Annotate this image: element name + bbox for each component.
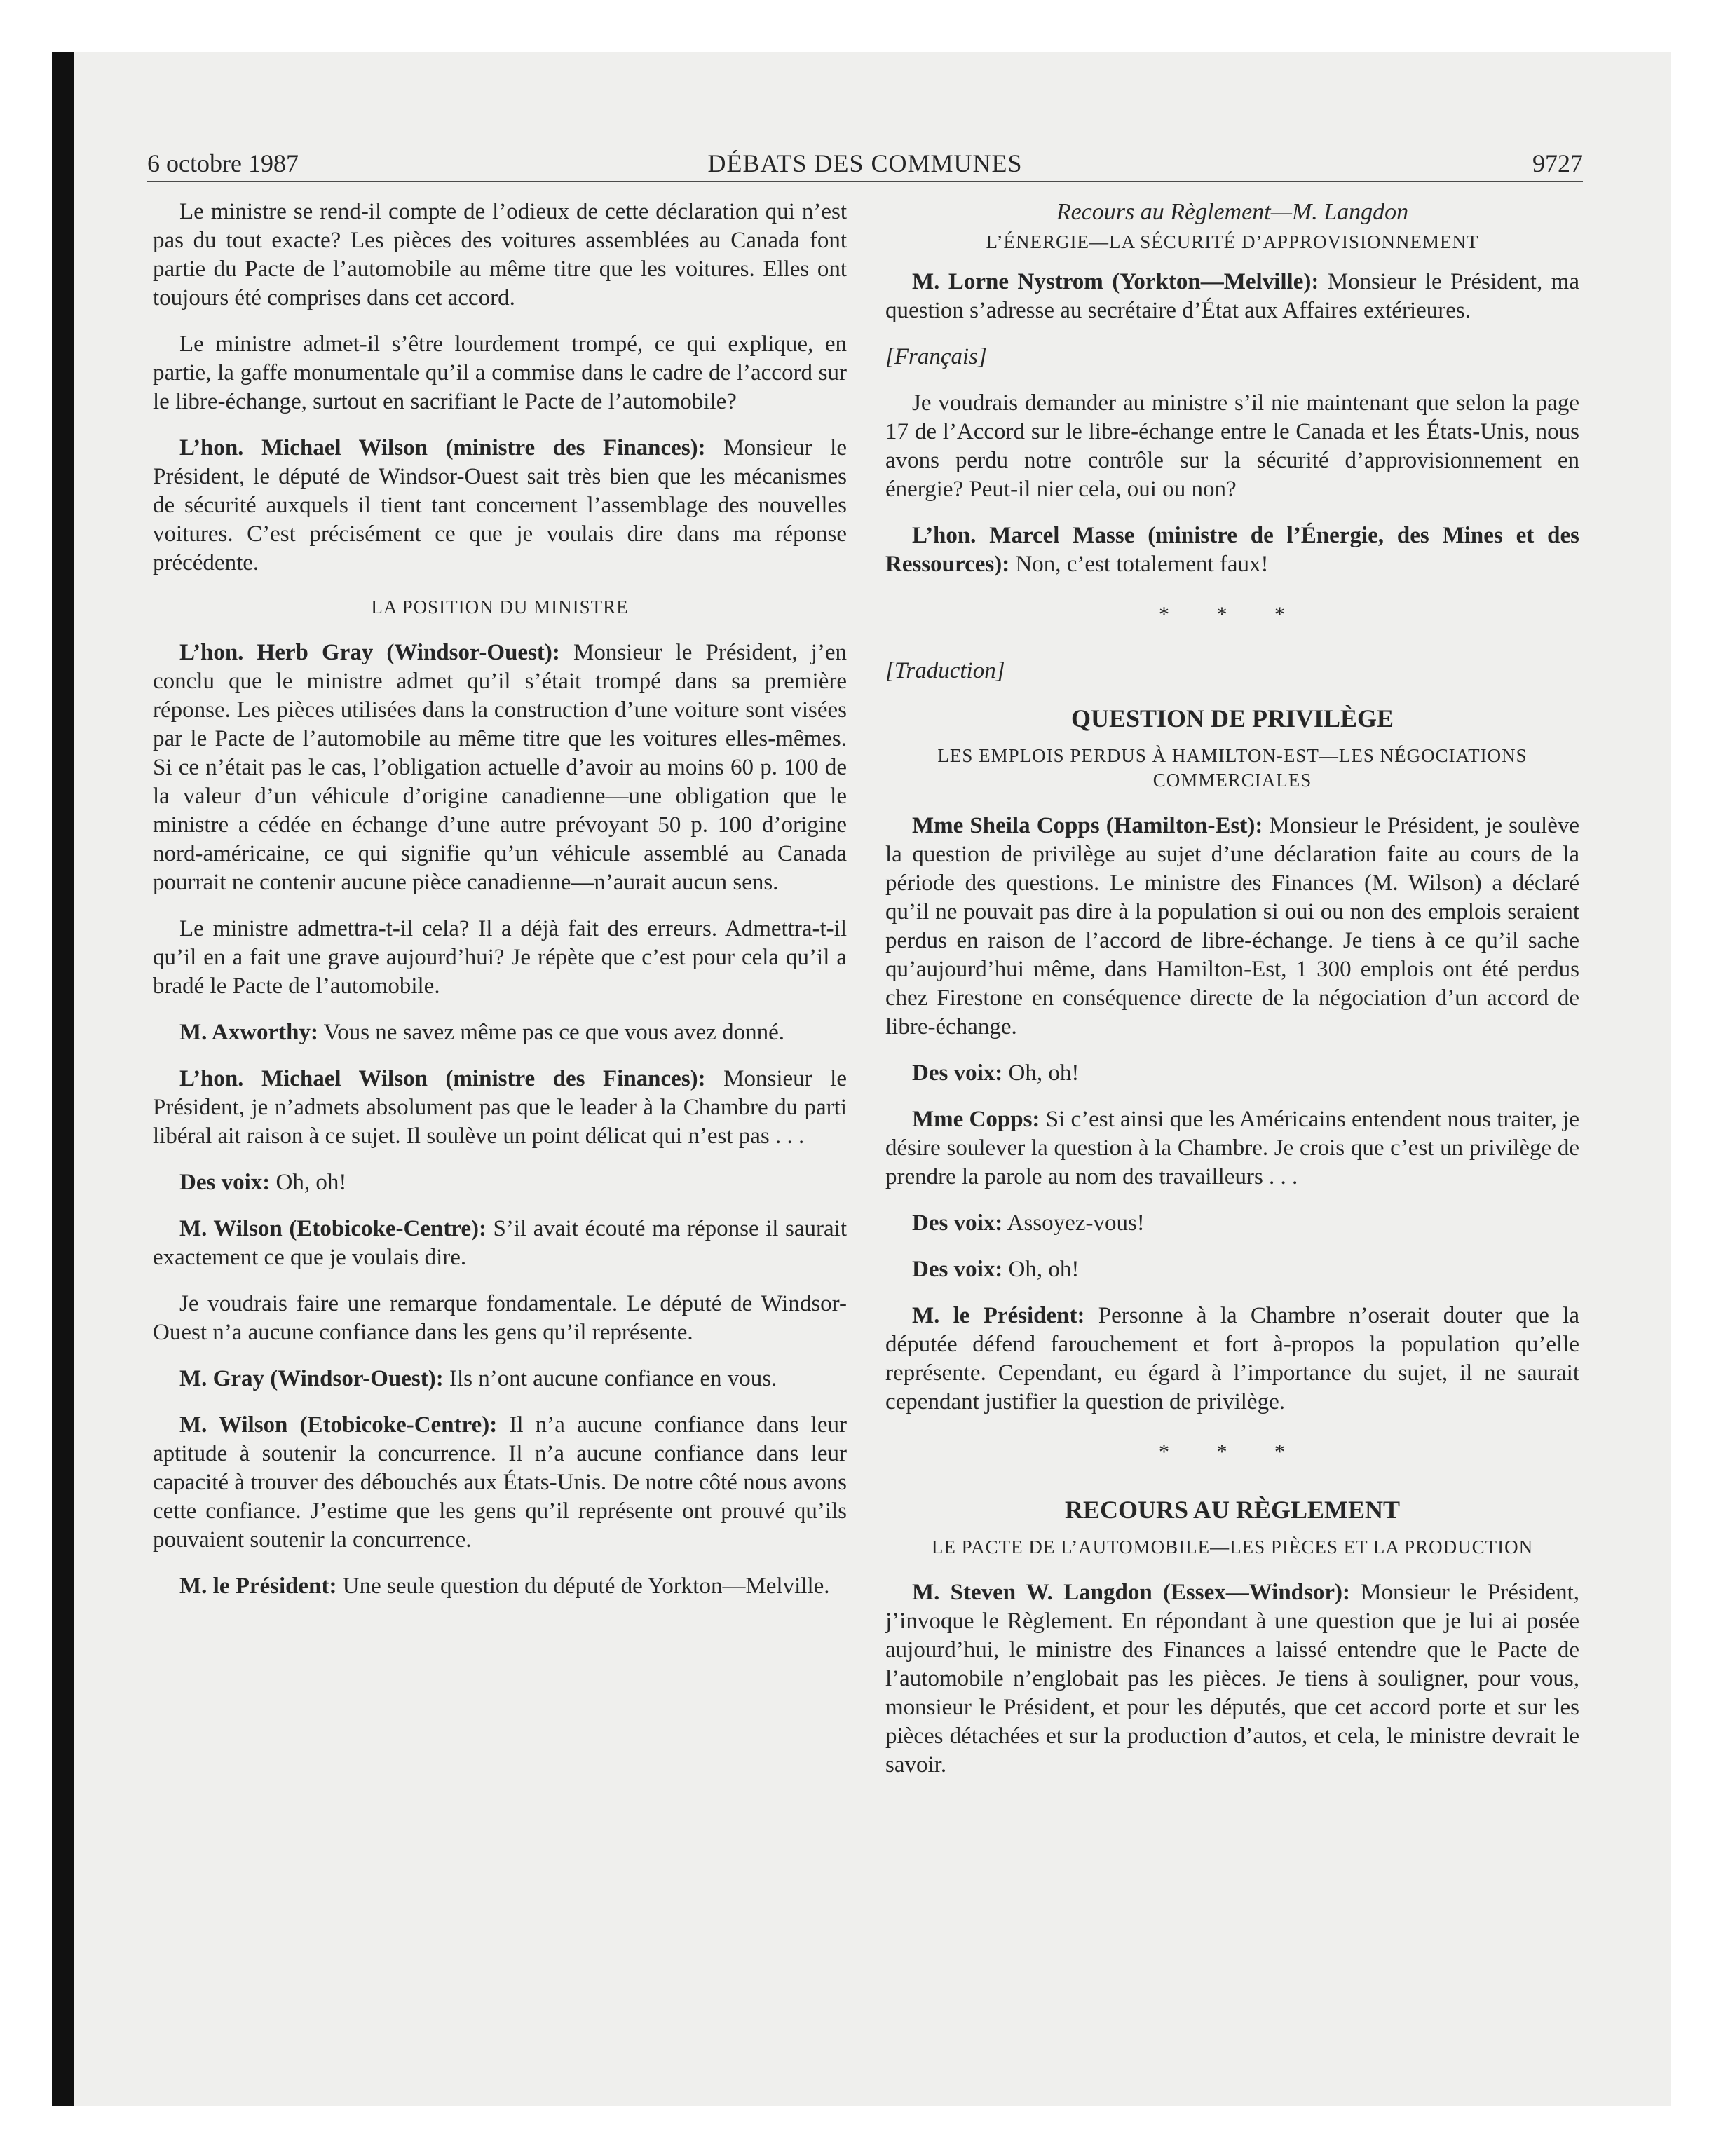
speech-text: S’il avait écouté ma réponse il saurait exactement ce que je voulais dire. <box>153 1216 847 1270</box>
section-heading: QUESTION DE PRIVILÈGE <box>1070 704 1394 732</box>
subheading: L’ÉNERGIE—LA SÉCURITÉ D’APPROVISIONNEMENT <box>986 231 1479 252</box>
speaker-name: M. le Président: <box>179 1574 337 1599</box>
speaker-name: M. Wilson (Etobicoke-Centre): <box>179 1412 498 1438</box>
speech-text: Assoyez-vous! <box>1002 1210 1145 1236</box>
speaker-name: M. Gray (Windsor-Ouest): <box>179 1366 444 1391</box>
speech-text: Non, c’est totalement faux! <box>1009 552 1269 577</box>
speech-text: Oh, oh! <box>270 1170 347 1195</box>
speech-text: Monsieur le Président, j’en conclu que le ministre admet qu’il s’était trompé dans sa première réponse. Les pièces utilisées dans la construction d’une voiture sont visées par le Pacte de l’automobile au même titre que les voitures elles-mêmes. Si ce n’était pas le cas, l’obligation actuelle d’avoir au moins 60 p. 100 de la valeur d’un véhicule d’origine canadienne—une obligation que le ministre a cédée en échange d’une autre prévoyant 50 p. 100 d’origine nord-américaine, ce qui signifie qu’un véhicule assemblé au Canada pourrait ne contenir aucune pièce canadienne—n’aurait aucun sens. <box>153 640 847 895</box>
speech-text: Monsieur le Président, ma question s’adresse au secrétaire d’État aux Affaires extérieures. <box>885 269 1580 323</box>
speech-text: Vous ne savez même pas ce que vous avez donné. <box>318 1020 784 1045</box>
header-rule <box>147 181 1583 182</box>
speaker-name: L’hon. Michael Wilson (ministre des Finances): <box>179 1066 706 1091</box>
speech <box>153 1572 847 1601</box>
header-page-number: 9727 <box>1532 149 1583 177</box>
speaker-name: M. Axworthy: <box>179 1020 318 1045</box>
header-date: 6 octobre 1987 <box>147 149 299 177</box>
speaker-name: Mme Copps: <box>912 1107 1040 1132</box>
speech-text: Oh, oh! <box>1002 1060 1080 1086</box>
speech <box>153 1018 847 1047</box>
subheading: LA POSITION DU MINISTRE <box>371 596 629 618</box>
speech-text: Ils n’ont aucune confiance en vous. <box>443 1366 777 1391</box>
speaker-name: L’hon. Herb Gray (Windsor-Ouest): <box>179 640 560 665</box>
language-note: [Traduction] <box>885 658 1005 683</box>
speaker-name: M. Steven W. Langdon (Essex—Windsor): <box>912 1580 1350 1605</box>
speaker-name: Des voix: <box>912 1210 1003 1236</box>
speech <box>153 434 847 578</box>
header-title: DÉBATS DES COMMUNES <box>707 149 1023 177</box>
paragraph: Je voudrais demander au ministre s’il nie maintenant que selon la page 17 de l’Accord sur le libre-échange entre le Canada et les États-Unis, nous avons perdu notre contrôle sur la sécurité d’approvisionnement en énergie? Peut-il nier cela, oui ou non? <box>885 390 1579 502</box>
speaker-name: M. Lorne Nystrom (Yorkton—Melville): <box>912 269 1319 294</box>
section-heading: RECOURS AU RÈGLEMENT <box>1064 1496 1401 1524</box>
subheading: LE PACTE DE L’AUTOMOBILE—LES PIÈCES ET LA PRODUCTION <box>931 1536 1534 1557</box>
paragraph: Je voudrais faire une remarque fondamentale. Le député de Windsor-Ouest n’a aucune confiance dans les gens qu’il représente. <box>153 1291 847 1345</box>
paragraph: Le ministre admet-il s’être lourdement trompé, ce qui explique, en partie, la gaffe monumentale qu’il a commise dans le cadre de l’accord sur le libre-échange, surtout en sacrifiant le Pacte de l’automobile? <box>153 332 847 414</box>
paragraph: Le ministre se rend-il compte de l’odieux de cette déclaration qui n’est pas du tout exacte? Les pièces des voitures assemblées au Canada font partie du Pacte de l’automobile au même titre que les voitures. Elles ont toujours été comprises dans cet accord. <box>153 199 847 311</box>
speech-text: Monsieur le Président, le député de Windsor-Ouest sait très bien que les mécanismes de sécurité auxquels il tient tant concernent l’assemblage des nouvelles voitures. C’est précisément ce que je voulais dire dans ma réponse précédente. <box>153 435 847 575</box>
speech-text: Monsieur le Président, j’invoque le Règlement. En répondant à une question que je lui ai posée aujourd’hui, le ministre des Finances a laissé entendre que le Pacte de l’automobile n’englobait pas les pièces. Je tiens à souligner, pour vous, monsieur le Président, et pour les députés, que cet accord porte et sur les pièces détachées et sur la production d’autos, et cela, le ministre devrait le savoir. <box>885 1580 1579 1778</box>
speech <box>153 1365 847 1393</box>
speech-text: Personne à la Chambre n’oserait douter que la députée défend farouchement et fort à-propos la population qu’elle représente. Cependant, eu égard à l’importance du sujet, il ne saurait cependant justifier la question de privilège. <box>885 1303 1579 1414</box>
speech <box>885 1255 1579 1284</box>
speech <box>153 1065 847 1151</box>
speech <box>885 1209 1579 1238</box>
running-head: Recours au Règlement—M. Langdon <box>1056 199 1409 225</box>
speech <box>153 639 847 897</box>
section-separator: * * * <box>1159 1440 1306 1464</box>
speaker-name: Des voix: <box>179 1170 271 1195</box>
speech-text: Si c’est ainsi que les Américains entendent nous traiter, je désire soulever la question à la Chambre. Je crois que c’est un privilège de prendre la parole au nom des travailleurs . . . <box>885 1107 1579 1189</box>
scan-edge-bar <box>52 52 74 2106</box>
subheading: LES EMPLOIS PERDUS À HAMILTON-EST—LES NÉGOCIATIONS COMMERCIALES <box>937 745 1528 791</box>
speaker-name: Des voix: <box>912 1257 1003 1282</box>
speaker-name: M. le Président: <box>912 1303 1085 1328</box>
speech <box>153 1168 847 1197</box>
page-header <box>147 147 1583 179</box>
left-column <box>153 198 847 1618</box>
speech <box>885 812 1579 1042</box>
speech <box>153 1215 847 1272</box>
speech <box>885 268 1579 325</box>
speaker-name: L’hon. Michael Wilson (ministre des Finances): <box>179 435 706 460</box>
speech <box>885 1578 1579 1780</box>
right-column <box>885 198 1579 1797</box>
language-note: [Français] <box>885 344 987 369</box>
speech-text: Monsieur le Président, je soulève la question de privilège au sujet d’une déclaration faite au cours de la période des questions. Le ministre des Finances (M. Wilson) a déclaré qu’il ne pouvait pas dire à la population si oui ou non des emplois seraient perdus en raison de l’accord de libre-échange. Je tiens à ce qu’il sache qu’aujourd’hui même, dans Hamilton-Est, 1 300 emplois ont été perdus chez Firestone en conséquence directe de la négociation d’un accord de libre-échange. <box>885 813 1579 1039</box>
speaker-name: L’hon. Marcel Masse (ministre de l’Énergie, des Mines et des Ressources): <box>885 523 1579 577</box>
speech-text: Oh, oh! <box>1002 1257 1080 1282</box>
speech <box>885 1059 1579 1088</box>
speaker-name: Des voix: <box>912 1060 1003 1086</box>
speaker-name: M. Wilson (Etobicoke-Centre): <box>179 1216 487 1241</box>
section-separator: * * * <box>1159 603 1306 626</box>
paragraph: Le ministre admettra-t-il cela? Il a déjà fait des erreurs. Admettra-t-il qu’il en a fait une grave aujourd’hui? Je répète que c’est pour cela qu’il a bradé le Pacte de l’automobile. <box>153 916 847 999</box>
speaker-name: Mme Sheila Copps (Hamilton-Est): <box>912 813 1263 838</box>
speech <box>885 1105 1579 1192</box>
speech <box>885 521 1579 579</box>
speech-text: Une seule question du député de Yorkton—Melville. <box>336 1574 830 1599</box>
speech <box>885 1302 1579 1417</box>
speech <box>153 1411 847 1555</box>
speech-text: Monsieur le Président, je n’admets absolument pas que le leader à la Chambre du parti libéral ait raison à ce sujet. Il soulève un point délicat qui n’est pas . . . <box>153 1066 847 1149</box>
speech-text: Il n’a aucune confiance dans leur aptitude à soutenir la concurrence. Il n’a aucune confiance dans leur capacité à trouver des débouchés aux États-Unis. De notre côté nous avons cette confiance. J’estime que les gens qu’il représente ont prouvé qu’ils pouvaient soutenir la concurrence. <box>153 1412 847 1553</box>
